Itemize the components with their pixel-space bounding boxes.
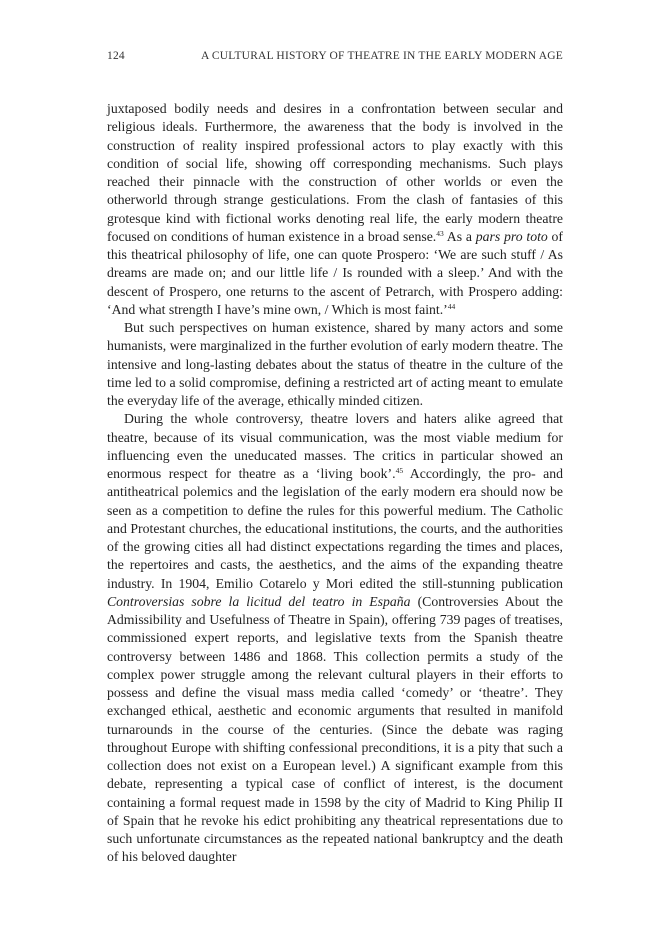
page-number: 124 [107,50,125,62]
paragraph-2: But such perspectives on human existence, shared by many actors and some humanists, were marginalized in the further evolution of early modern theatre. The intensive and long-lasting debates about the status of theatre in the culture of the time led to a solid compromise, defining a restricted art of acting meant to emulate the everyday life of the average, ethically minded citizen. [107,320,563,408]
book-title: Controversias sobre la licitud del teatro in España [107,593,411,609]
running-title: A CULTURAL HISTORY OF THEATRE IN THE EARLY MODERN AGE [200,50,563,62]
paragraph-1: juxtaposed bodily needs and desires in a confrontation between secular and religious ideals. Furthermore, the awareness that the body is involved in the construction of reality inspired professional actors to play exactly with this condition of social life, showing off corresponding mechanisms. Such plays reached their pinnacle with the construction of other worlds or even the otherworld through strange gesticulations. From the clash of fantasies of this grotesque kind with fictional works denoting real life, the early modern theatre focused on conditions of human existence in a broad sense.$^{43}$ As a pars pro toto of this theatrical philosophy of life, one can quote Prospero: ‘We are such stuff / As dreams are made on; and our little life / Is rounded with a sleep.’ And with the descent of Prospero, one returns to the ascent of Petrarch, with Prospero adding: ‘And what strength I have’s mine own, / Which is most faint.’$^{44}$ [107,101,564,317]
body-text [107,100,563,867]
footnote-ref-45: 45 [395,466,404,475]
latin-phrase: pars pro toto [475,228,548,244]
paragraph-3: During the whole controversy, theatre lovers and haters alike agreed that theatre, because of its visual communication, was the most viable medium for influencing even the uneducated masses. The critics in particular showed an enormous respect for theatre as a ‘living book’.$^{45}$ Accordingly, the pro- and antitheatrical polemics and the legislation of the early modern era should now be seen as a competition to define the rules for this powerful medium. The Catholic and Protestant churches, the educational institutions, the courts, and the authorities of the growing cities all had distinct expectations regarding the times and places, the repertoires and casts, the aesthetics, and the aims of the expanding theatre industry. In 1904, Emilio Cotarelo y Mori edited the still-stunning publication Controversias sobre la licitud del teatro in España (Controversies About the Admissibility and Usefulness of Theatre in Spain), offering 739 pages of treatises, commissioned expert reports, and legislative texts from the Spanish theatre controversy between 1486 and 1868. This collection permits a study of the complex power struggle among the relevant cultural players in their efforts to possess and define the visual mass media called ‘comedy’ or ‘theatre’. They exchanged ethical, aesthetic and economic arguments that resulted in manifold turnarounds in the course of the centuries. (Since the debate was raging throughout Europe with shifting confessional preconditions, it is a pity that such a collection does not exist on a European level.) A significant example from this debate, representing a typical case of conflict of interest, is the document containing a formal request made in 1598 by the city of Madrid to King Philip II of Spain that he revoke his edict prohibiting any theatrical representations due to such unfortunate circumstances as the repeated national bankruptcy and the death of his beloved daughter [107,411,563,865]
footnote-ref-44: 44 [447,301,456,311]
footnote-ref-43: 43 [436,228,444,238]
